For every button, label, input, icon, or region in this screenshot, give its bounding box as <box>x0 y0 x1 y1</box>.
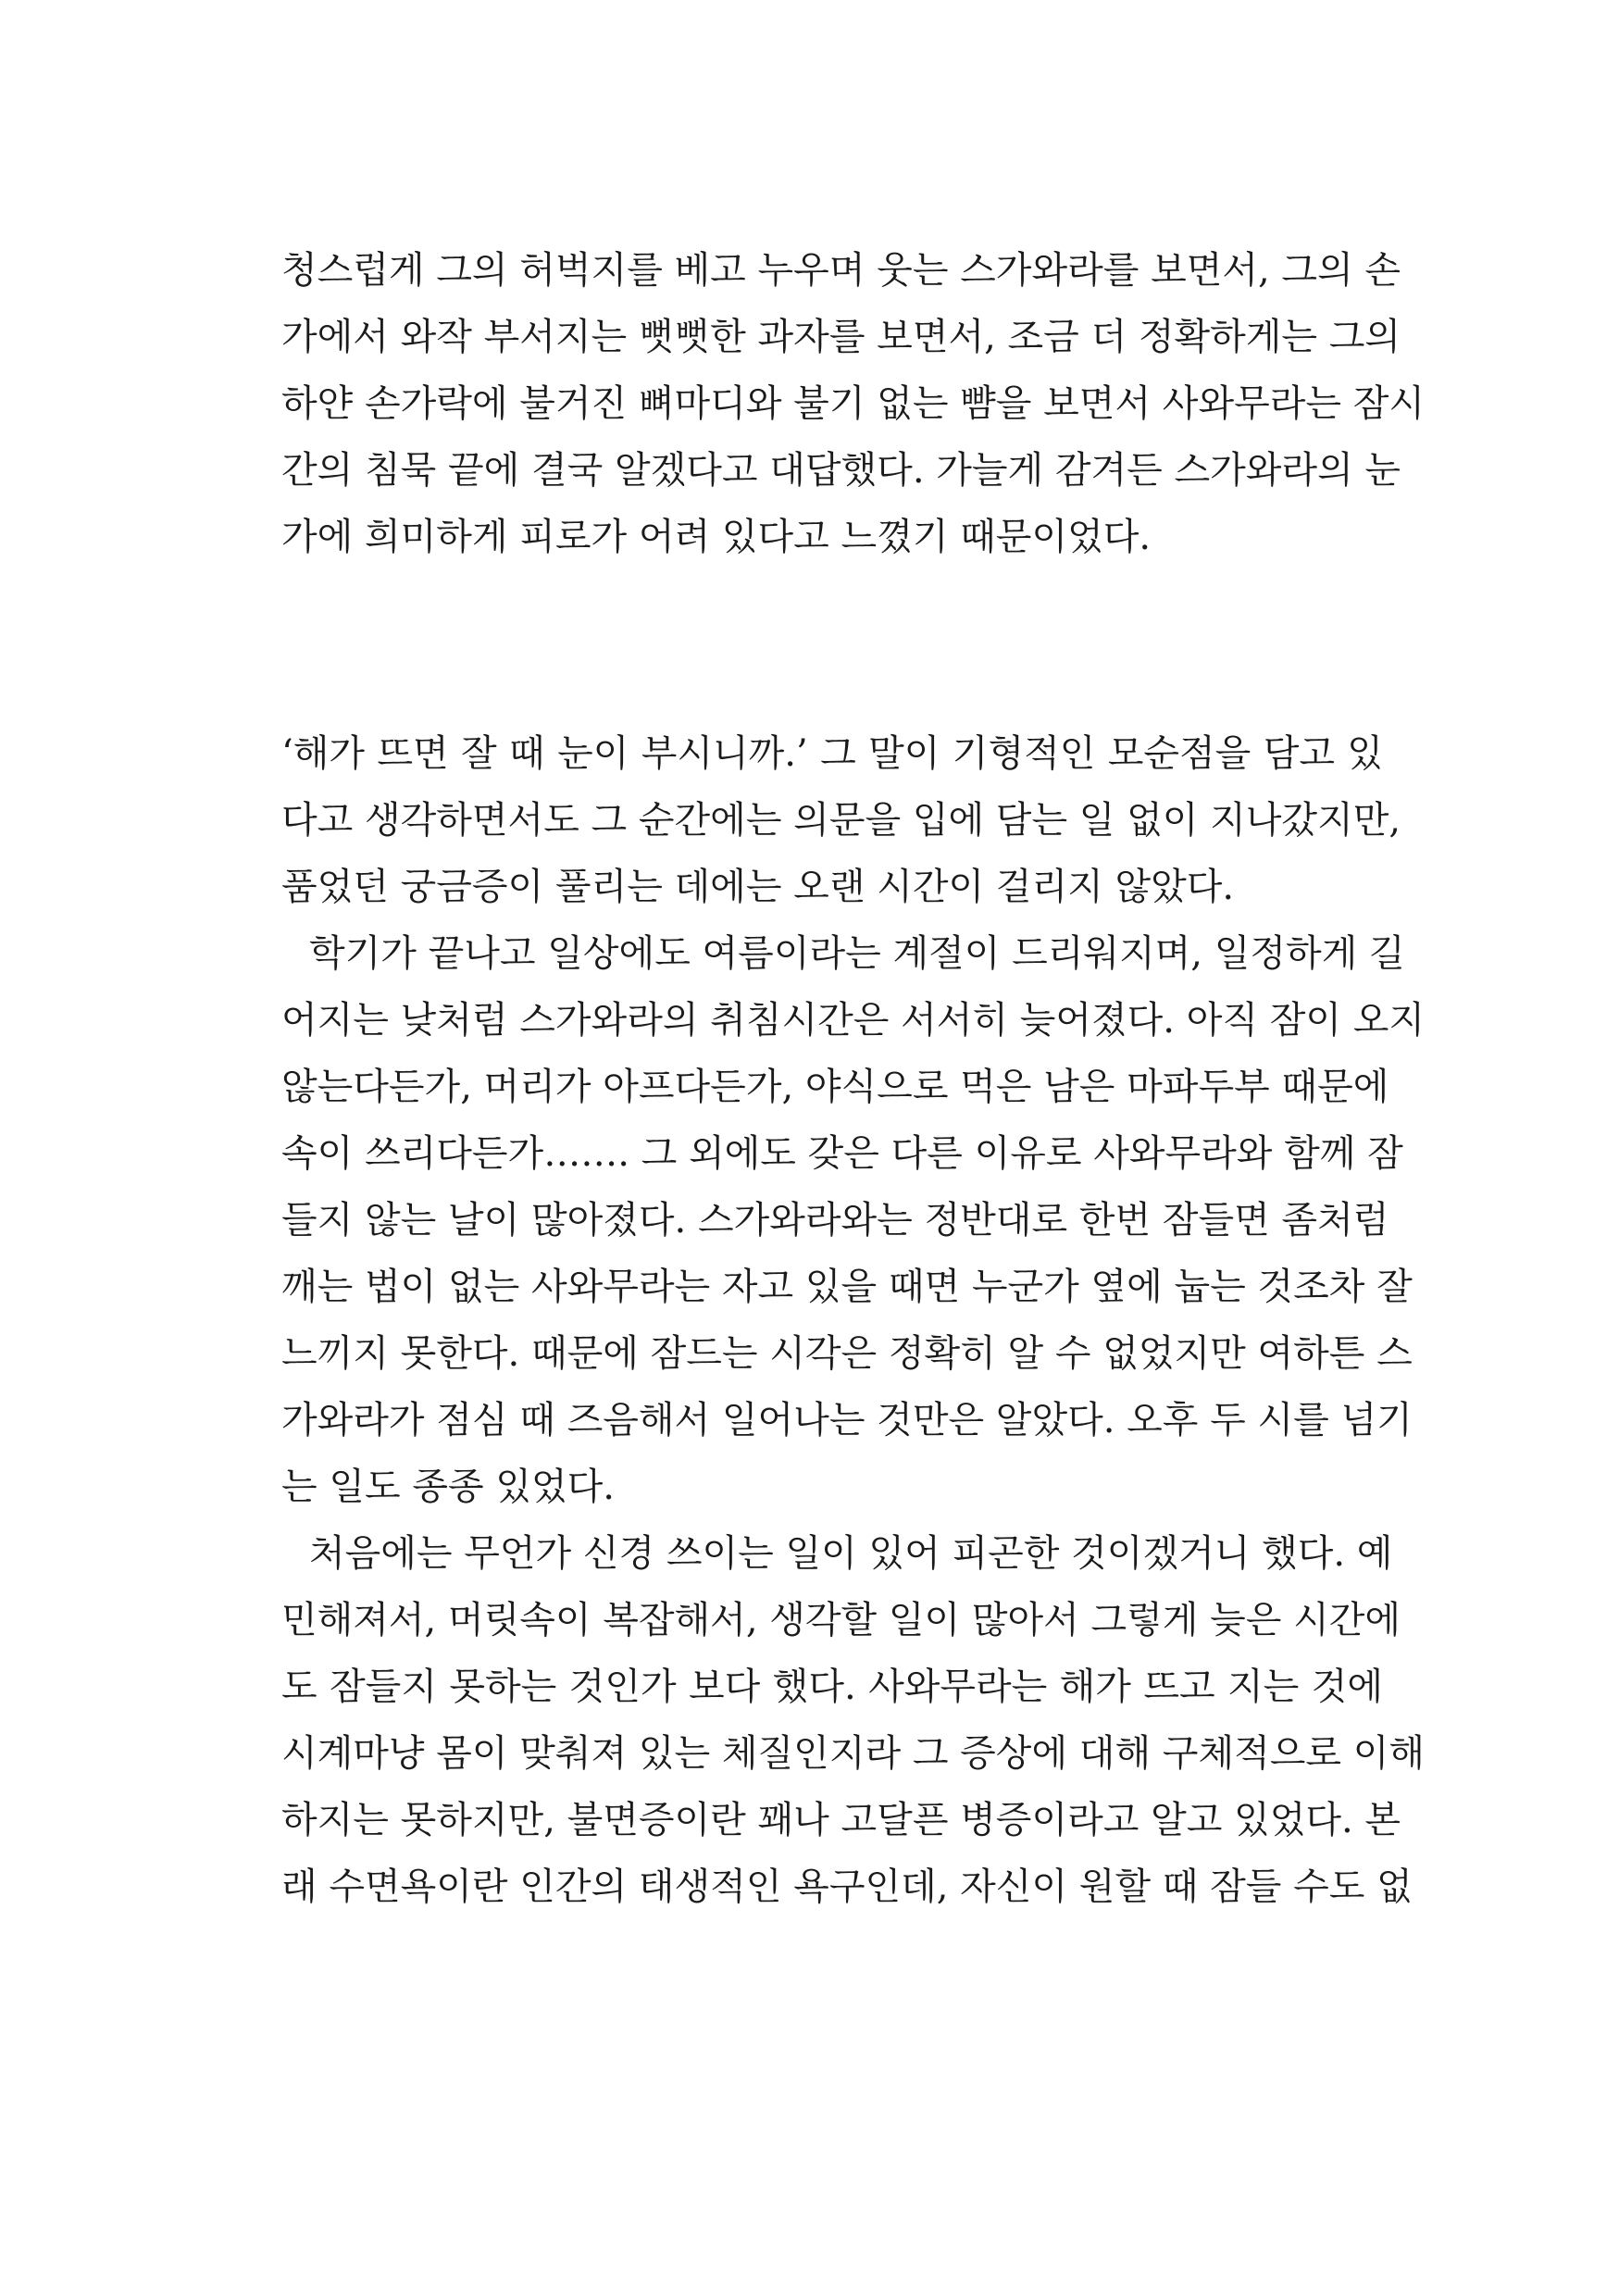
paragraph-2-line-1: ‘해가 뜨면 잘 때 눈이 부시니까.’ 그 말이 기형적인 모순점을 담고 있 <box>281 732 1383 775</box>
paragraph-4-line-6: 래 수면욕이란 인간의 태생적인 욕구인데, 자신이 원할 때 잠들 수도 없 <box>281 1866 1413 1908</box>
paragraph-2-line-2: 다고 생각하면서도 그 순간에는 의문을 입에 담는 일 없이 지나갔지만, <box>281 799 1401 842</box>
paragraph-4-line-5: 하지는 못하지만, 불면증이란 꽤나 고달픈 병증이라고 알고 있었다. 본 <box>281 1799 1401 1841</box>
paragraph-3-line-1: 학기가 끝나고 일상에도 여름이라는 계절이 드리워지며, 일정하게 길 <box>309 932 1405 975</box>
paragraph-4-line-4: 시계마냥 몸이 맞춰져 있는 체질인지라 그 증상에 대해 구체적으로 이해 <box>281 1732 1425 1775</box>
paragraph-3-line-8: 가와라가 점심 때 즈음해서 일어나는 것만은 알았다. 오후 두 시를 넘기 <box>281 1399 1413 1441</box>
paragraph-3-line-6: 깨는 법이 없는 사와무라는 자고 있을 때면 누군가 옆에 눕는 것조차 잘 <box>281 1266 1413 1308</box>
paragraph-3-line-2: 어지는 낮처럼 스가와라의 취침시간은 서서히 늦어졌다. 아직 잠이 오지 <box>281 999 1425 1042</box>
paragraph-4-line-1: 처음에는 무언가 신경 쓰이는 일이 있어 피곤한 것이겠거니 했다. 예 <box>309 1532 1393 1575</box>
paragraph-1-line-4: 간의 침묵 끝에 결국 알겠다고 대답했다. 가늘게 감겨든 스가와라의 눈 <box>281 449 1401 492</box>
paragraph-4-line-3: 도 잠들지 못하는 것인가 보다 했다. 사와무라는 해가 뜨고 지는 것에 <box>281 1666 1383 1708</box>
paragraph-3-line-4: 속이 쓰리다든가……. 그 외에도 갖은 다른 이유로 사와무라와 함께 잠 <box>281 1132 1403 1175</box>
paragraph-3-line-9: 는 일도 종종 있었다. <box>281 1466 615 1508</box>
paragraph-1-line-3: 하얀 손가락에 불거진 뼈마디와 불기 없는 뺨을 보면서 사와무라는 잠시 <box>281 382 1425 425</box>
paragraph-3-line-5: 들지 않는 날이 많아졌다. 스가와라와는 정반대로 한번 잠들면 좀처럼 <box>281 1199 1389 1242</box>
paragraph-3-line-7: 느끼지 못한다. 때문에 잠드는 시각은 정확히 알 수 없었지만 여하튼 스 <box>281 1332 1413 1375</box>
paragraph-1-line-5: 가에 희미하게 피로가 어려 있다고 느꼈기 때문이었다. <box>281 516 1152 558</box>
paragraph-2-line-3: 품었던 궁금증이 풀리는 데에는 오랜 시간이 걸리지 않았다. <box>281 866 1235 908</box>
paragraph-4-line-2: 민해져서, 머릿속이 복잡해서, 생각할 일이 많아서 그렇게 늦은 시간에 <box>281 1599 1401 1641</box>
paragraph-1-line-1: 청스럽게 그의 허벅지를 베고 누우며 웃는 스가와라를 보면서, 그의 손 <box>281 249 1401 292</box>
paragraph-1-line-2: 가에서 와작 부서지는 뻣뻣한 과자를 보면서, 조금 더 정확하게는 그의 <box>281 316 1401 358</box>
paragraph-3-line-3: 않는다든가, 머리가 아프다든가, 야식으로 먹은 남은 마파두부 때문에 <box>281 1066 1389 1108</box>
